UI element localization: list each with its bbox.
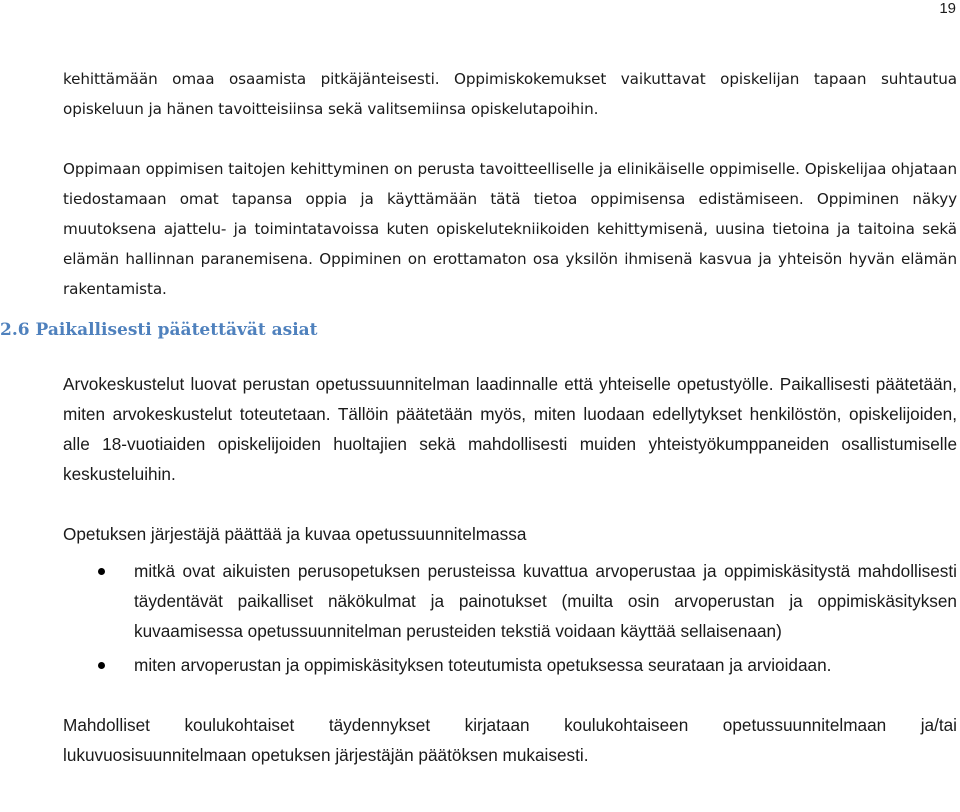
page-number: 19 — [939, 0, 956, 17]
document-body — [0, 64, 957, 770]
section-heading: 2.6 Paikallisesti päätettävät asiat — [0, 320, 318, 340]
bullet-list — [63, 556, 957, 680]
list-item — [63, 650, 957, 680]
bullet-icon — [98, 568, 105, 575]
paragraph-school-specific: Mahdolliset koulukohtaiset täydennykset kirjataan koulukohtaiseen opetussuunnitelmaan ja/tai lukuvuosisuunnitelmaan opetuksen järjestäjän päätöksen mukaisesti. — [63, 715, 957, 765]
paragraph-learning-to-learn: Oppimaan oppimisen taitojen kehittyminen on perusta tavoitteelliselle ja elinikäiselle oppimiselle. Opiskelijaa ohjataan tiedostamaan omat tapansa oppia ja käyttämään tätä tietoa oppimisensa edistämiseen. Oppiminen näkyy muutoksena ajattelu- ja toimintatavoissa kuten opiskelutekniikoiden kehittymisenä, uusina tietoina ja taitoina sekä elämän hallinnan paranemisena. Oppiminen on erottamaton osa yksilön ihmisenä kasvua ja yhteisön hyvän elämän rakentamista. — [63, 160, 957, 298]
list-item-text: miten arvoperustan ja oppimiskäsityksen toteutumista opetuksessa seurataan ja arvioidaan. — [134, 655, 832, 675]
paragraph-learning-experiences: kehittämään omaa osaamista pitkäjänteisesti. Oppimiskokemukset vaikuttavat opiskelijan tapaan suhtautua opiskeluun ja hänen tavoitteisiinsa sekä valitsemiinsa opiskelutapoihin. — [63, 70, 957, 118]
list-item-text: mitkä ovat aikuisten perusopetuksen perusteissa kuvattua arvoperustaa ja oppimiskäsitystä mahdollisesti täydentävät paikalliset näkökulmat ja painotukset (muilta osin arvoperustan ja oppimiskäsityksen kuvaamisessa opetussuunnitelman perusteiden tekstiä voidaan käyttää sellaisenaan) — [134, 561, 957, 641]
paragraph-value-discussions: Arvokeskustelut luovat perustan opetussuunnitelman laadinnalle että yhteiselle opetustyölle. Paikallisesti päätetään, miten arvokeskustelut toteutetaan. Tällöin päätetään myös, miten luodaan edellytykset henkilöstön, opiskelijoiden, alle 18-vuotiaiden opiskelijoiden huoltajien sekä mahdollisesti muiden yhteistyökumppaneiden osallistumiselle keskusteluihin. — [63, 374, 957, 484]
list-item — [63, 556, 957, 646]
bullet-icon — [98, 662, 105, 669]
paragraph-organizer-intro: Opetuksen järjestäjä päättää ja kuvaa opetussuunnitelmassa — [63, 524, 527, 544]
